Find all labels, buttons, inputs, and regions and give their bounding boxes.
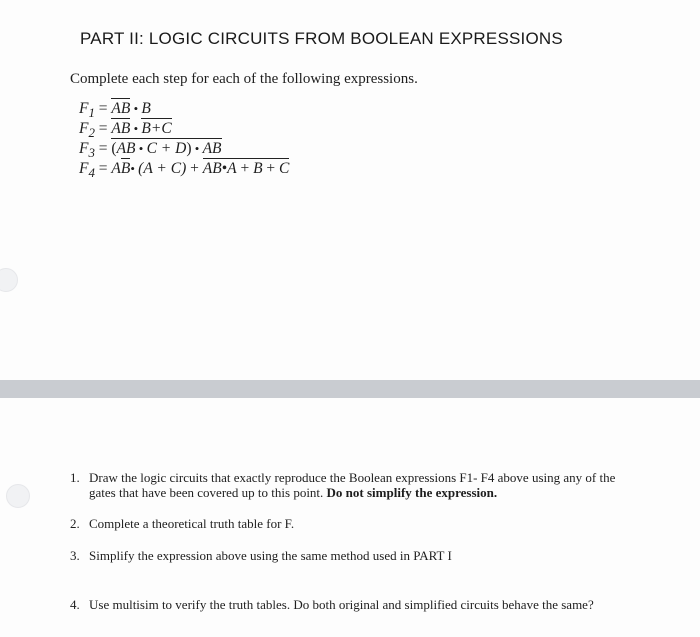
expression-f3: $F_3 = (AB$ • C + D) • AB	[79, 140, 222, 161]
section-title: LOGIC CIRCUITS FROM BOOLEAN EXPRESSIONS	[148, 29, 563, 48]
task-item: 2. Complete a theoretical truth table for F.	[70, 516, 630, 531]
binder-hole	[6, 484, 30, 508]
task-text: Use multisim to verify the truth tables. Do both original and simplified circuits behave the same?	[89, 597, 594, 612]
expression-f2: $F_2$ = AB • B+C	[79, 120, 172, 141]
expression-f1: $F_1$ = AB • B	[79, 100, 151, 121]
expression-list	[79, 101, 289, 181]
task-text: Complete a theoretical truth table for F.	[89, 516, 295, 531]
task-text: Draw the logic circuits that exactly reproduce the Boolean expressions F1- F4 above using any of the gates that have been covered up to this point.	[89, 470, 616, 500]
page-separator	[0, 380, 700, 398]
task-item: 1. Draw the logic circuits that exactly reproduce the Boolean expressions F1- F4 above using any of the gates that have been covered up to this point. Do not simplify the expression.	[70, 470, 616, 500]
task-emphasis: Do not simplify the expression.	[326, 485, 498, 500]
task-item: 4. Use multisim to verify the truth tables. Do both original and simplified circuits behave the same?	[70, 597, 610, 612]
task-item: 3. Simplify the expression above using the same method used in PART I	[70, 548, 630, 563]
part-label: PART II:	[80, 29, 144, 48]
section-heading	[80, 29, 563, 49]
task-text: Simplify the expression above using the same method used in PART I	[89, 548, 452, 563]
expression-f4: $F_4$ = AB• (A + C) + AB•A + B + C	[79, 160, 290, 181]
instruction-text: Complete each step for each of the following expressions.	[70, 71, 418, 87]
